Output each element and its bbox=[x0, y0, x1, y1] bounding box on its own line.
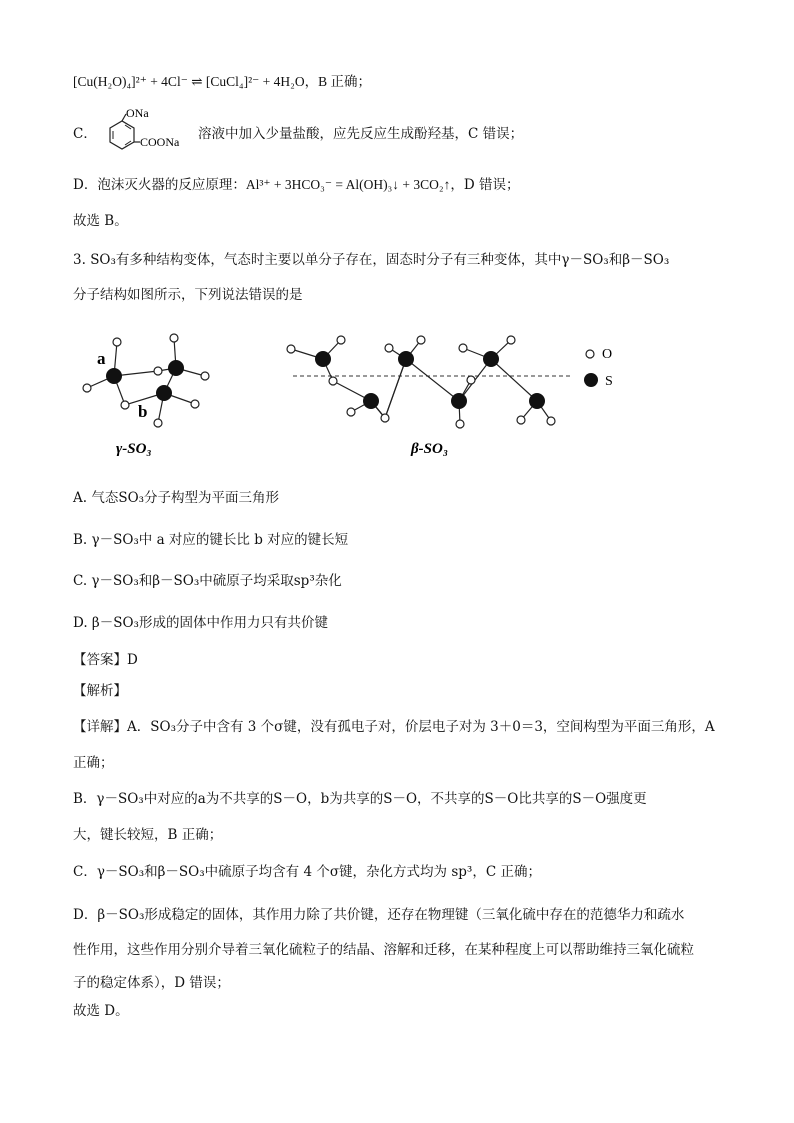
option-a: A. 气态SO₃分子构型为平面三角形 bbox=[73, 490, 280, 506]
gamma-so3-caption: γ-SO₃ bbox=[116, 441, 152, 457]
detail-d-line-3: 子的稳定体系），D 错误； bbox=[73, 975, 230, 991]
equilibrium-line bbox=[73, 72, 371, 92]
detail-d-line-2: 性作用，这些作用分别介导着三氧化硫粒子的结晶、溶解和迁移，在某种程度上可以帮助维持三氧化硫粒 bbox=[73, 942, 694, 958]
beta-so3-caption: β-SO₃ bbox=[411, 441, 449, 457]
legend-oxygen-label: O bbox=[602, 347, 613, 362]
option-c-prefix: C． bbox=[73, 126, 97, 142]
label-b: b bbox=[138, 402, 148, 421]
legend-oxygen-marker bbox=[586, 350, 594, 358]
option-c-text: 溶液中加入少量盐酸，应先反应生成酚羟基，C 错误； bbox=[198, 126, 524, 142]
legend-sulfur-marker bbox=[584, 373, 598, 387]
detail-c-line-1: C．γ－SO₃和β－SO₃中硫原子均含有 4 个σ键，杂化方式均为 sp³，C 正确； bbox=[73, 864, 541, 880]
detail-b-line-1: B．γ－SO₃中对应的a为不共享的S－O，b为共享的S－O，不共享的S－O比共享的S－O强度更 bbox=[73, 791, 647, 807]
question-stem-line-1: SO₃有多种结构变体，气态时主要以单分子存在，固态时分子有三种变体，其中γ－SO₃和β－SO₃ bbox=[90, 252, 670, 268]
question-number: 3. bbox=[73, 252, 86, 268]
answer-value: D bbox=[127, 652, 138, 668]
label-a: a bbox=[97, 349, 106, 368]
option-d-line bbox=[73, 175, 519, 195]
option-c: C. γ－SO₃和β－SO₃中硫原子均采取sp³杂化 bbox=[73, 573, 342, 589]
analysis-label: 【解析】 bbox=[73, 683, 127, 699]
choose-d-line: 故选 D。 bbox=[73, 1003, 129, 1019]
question-stem-line-2: 分子结构如图所示，下列说法错误的是 bbox=[73, 287, 303, 303]
question-3-stem bbox=[73, 250, 669, 270]
gamma-so3-figure bbox=[78, 323, 228, 463]
answer-line bbox=[73, 650, 138, 670]
structure-coona-label: COONa bbox=[140, 135, 180, 149]
detail-a-line-2: 正确； bbox=[73, 755, 114, 771]
detail-b-line-2: 大，键长较短，B 正确； bbox=[73, 827, 223, 843]
equilibrium-conclusion: ，B 正确； bbox=[304, 74, 371, 89]
option-d-prefix: D．泡沫灭火器的反应原理： bbox=[73, 177, 246, 193]
structure-ona-label: ONa bbox=[126, 106, 149, 120]
option-b: B. γ－SO₃中 a 对应的键长比 b 对应的键长短 bbox=[73, 532, 349, 548]
beta-so3-figure bbox=[285, 335, 625, 460]
option-d-tail: ，D 错误； bbox=[450, 177, 520, 193]
option-d: D. β－SO₃形成的固体中作用力只有共价键 bbox=[73, 615, 328, 631]
option-d-equation: Al³⁺ + 3HCO₃⁻ = Al(OH)₃↓ + 3CO₂↑ bbox=[245, 177, 451, 192]
sodium-salicylate-structure bbox=[92, 104, 202, 164]
detail-d-line-1: D．β－SO₃形成稳定的固体，其作用力除了共价键，还存在物理键（三氧化硫中存在的范德华力和疏水 bbox=[73, 907, 685, 923]
equilibrium-equation: [Cu(H₂O)₄]²⁺ + 4Cl⁻ ⇌ [CuCl₄]²⁻ + 4H₂O bbox=[73, 74, 305, 89]
detail-a-line-1: 【详解】A．SO₃分子中含有 3 个σ键，没有孤电子对，价层电子对为 3＋0＝3，空间构型为平面三角形，A bbox=[73, 719, 715, 735]
choose-b-line: 故选 B。 bbox=[73, 213, 128, 229]
legend-sulfur-label: S bbox=[605, 374, 613, 389]
answer-label: 【答案】 bbox=[73, 652, 127, 668]
